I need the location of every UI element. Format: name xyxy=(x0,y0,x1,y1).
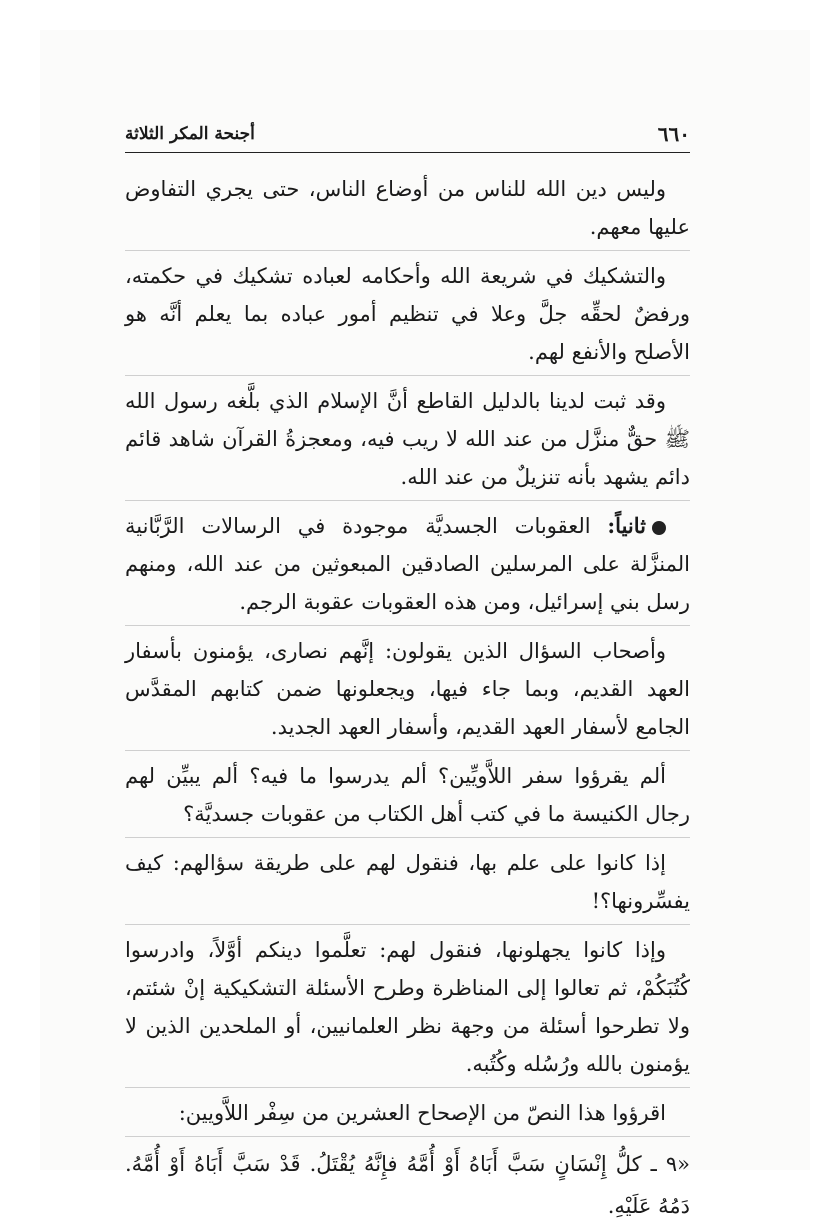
verse-quote: «٩ ـ كلُّ إِنْسَانٍ سَبَّ أَبَاهُ أَوْ أُمَّهُ فإِنَّهُ يُقْتَلُ. قَدْ سَبَّ أَبَاهُ أَوْ أُمَّهُ. دَمُهُ عَلَيْهِ. xyxy=(125,1152,690,1218)
divider xyxy=(125,500,690,501)
section-heading: ثانياً: xyxy=(607,513,646,538)
divider xyxy=(125,375,690,376)
paragraph: والتشكيك في شريعة الله وأحكامه لعباده تشكيك في حكمته، ورفضٌ لحقِّه جلَّ وعلا في تنظيم أمور عباده بما يعلم أنَّه هو الأصلح والأنفع لهم. xyxy=(125,264,690,364)
body-text xyxy=(125,170,690,1231)
running-title: أجنحة المكر الثلاثة xyxy=(125,124,255,144)
divider xyxy=(125,750,690,751)
section-text: العقوبات الجسديَّة موجودة في الرسالات الرَّبَّانية المنزَّلة على المرسلين الصادقين المبعوثين من عند الله، ومنهم رسل بني إسرائيل، ومن هذه العقوبات عقوبة الرجم. xyxy=(125,514,690,614)
paragraph: وليس دين الله للناس من أوضاع الناس، حتى يجري التفاوض عليها معهم. xyxy=(125,177,690,239)
paragraph: وقد ثبت لدينا بالدليل القاطع أنَّ الإسلام الذي بلَّغه رسول الله ﷺ حقٌّ منزَّل من عند الله لا ريب فيه، ومعجزةُ القرآن شاهد قائم دائم يشهد بأنه تنزيلٌ من عند الله. xyxy=(125,389,690,489)
page-number: ٦٦٠ xyxy=(657,122,690,146)
paragraph: وأصحاب السؤال الذين يقولون: إنَّهم نصارى، يؤمنون بأسفار العهد القديم، وبما جاء فيها، ويجعلونها ضمن كتابهم المقدَّس الجامع لأسفار العهد القديم، وأسفار العهد الجديد. xyxy=(125,639,690,739)
bullet-icon xyxy=(652,521,666,535)
paragraph: وإذا كانوا يجهلونها، فنقول لهم: تعلَّموا دينكم أوَّلاً، وادرسوا كُتُبَكُمْ، ثم تعالوا إلى المناظرة وطرح الأسئلة التشكيكية إنْ شئتم، ولا تطرحوا أسئلة من وجهة نظر العلمانيين، أو الملحدين الذين لا يؤمنون بالله ورُسُله وكُتُبه. xyxy=(125,938,690,1076)
paragraph: ألم يقرؤوا سفر اللاَّويِّين؟ ألم يدرسوا ما فيه؟ ألم يبيِّن لهم رجال الكنيسة ما في كتب أهل الكتاب من عقوبات جسديَّة؟ xyxy=(125,764,690,826)
section-two-paragraph xyxy=(125,507,690,621)
paragraph: إذا كانوا على علم بها، فنقول لهم على طريقة سؤالهم: كيف يفسِّرونها؟! xyxy=(125,851,690,913)
paragraph: اقرؤوا هذا النصّ من الإصحاح العشرين من سِفْر اللاَّويين: xyxy=(178,1101,666,1125)
divider xyxy=(125,924,690,925)
divider xyxy=(125,1087,690,1088)
divider xyxy=(125,837,690,838)
divider xyxy=(125,250,690,251)
divider xyxy=(125,1136,690,1137)
page-header xyxy=(125,118,690,153)
divider xyxy=(125,625,690,626)
